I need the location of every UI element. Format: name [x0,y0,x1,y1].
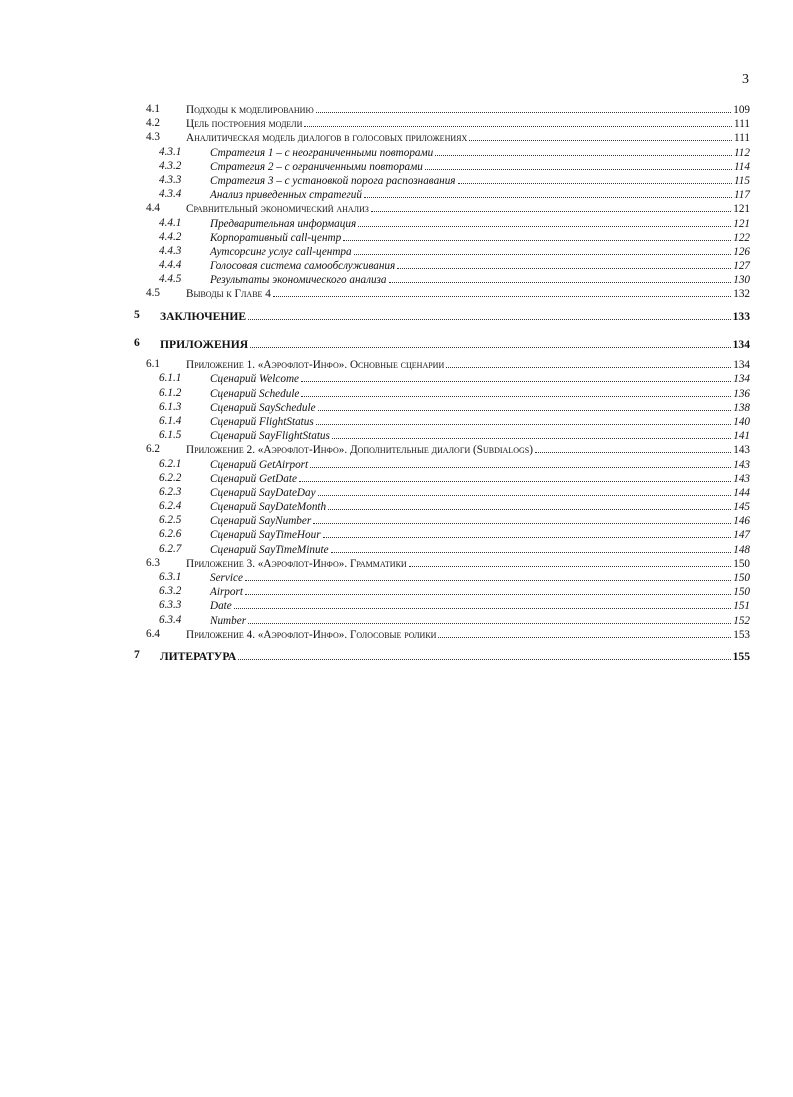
toc-entry[interactable] [0,371,793,385]
toc-entry-number: 4.4.2 [159,230,182,243]
toc-leader-dots [331,542,732,553]
toc-leader-dots [446,357,731,368]
toc-entry[interactable] [0,159,793,173]
toc-entry-page: 109 [733,104,750,116]
toc-entry-line [210,542,750,557]
toc-entry-page: 132 [733,288,750,301]
toc-entry-title: Сравнительный экономический анализ [186,203,369,216]
toc-entry-title: Аутсорсинг услуг call-центра [210,245,352,258]
toc-entry-number: 6.1.3 [159,400,182,413]
toc-entry-page: 126 [733,245,750,258]
toc-entry-title: Airport [210,586,243,599]
toc-leader-dots [318,485,732,496]
toc-entry-page: 130 [733,274,750,287]
toc-entry-page: 153 [733,628,750,641]
toc-leader-dots [323,527,732,538]
toc-entry-line [210,371,750,386]
toc-entry[interactable] [0,230,793,244]
toc-entry-line [210,428,750,443]
toc-entry-page: 134 [733,373,750,386]
toc-entry[interactable] [0,428,793,442]
toc-entry-line [186,130,750,145]
toc-entry-number: 6.2.3 [159,485,182,498]
toc-entry[interactable] [0,357,793,371]
toc-entry-number: 6.1.5 [159,429,182,442]
toc-entry-number: 4.4.4 [159,259,182,272]
toc-entry-title: ЛИТЕРАТУРА [160,643,237,671]
toc-entry-page: 136 [733,387,750,400]
toc-leader-dots [535,442,731,453]
toc-entry-line [210,400,750,415]
toc-entry-title: Цель построения модели [186,118,303,131]
toc-entry-number: 6.3.2 [159,585,182,598]
toc-entry-title: ЗАКЛЮЧЕНИЕ [160,303,247,331]
toc-entry-page: 143 [733,444,750,457]
toc-entry-line [210,485,750,500]
toc-entry-page: 144 [733,486,750,499]
toc-leader-dots [332,428,731,439]
toc-entry-number: 6.2.6 [159,528,182,541]
toc-entry-title: Сценарий SayNumber [210,515,312,528]
toc-entry-line [160,329,750,359]
toc-entry-line [210,272,750,287]
toc-entry-line [210,159,750,174]
toc-entry[interactable] [0,542,793,556]
toc-entry-page: 141 [733,430,750,443]
toc-leader-dots [304,116,732,127]
toc-entry-number: 6.2 [146,443,160,456]
toc-entry-line [186,357,750,372]
toc-entry-page: 127 [733,260,750,273]
toc-entry-title: Сценарий SayTimeHour [210,529,321,542]
toc-leader-dots [371,201,731,212]
toc-entry-line [210,414,750,429]
toc-leader-dots [238,641,730,660]
toc-entry-number: 6.1.4 [159,414,182,427]
toc-entry-title: Service [210,572,243,585]
toc-entry-title: Стратегия 2 – с ограниченными повторами [210,160,423,173]
toc-entry-number: 6 [134,335,140,349]
toc-entry-page: 150 [733,557,750,570]
toc-entry-title: Предварительная информация [210,217,357,230]
toc-entry[interactable] [0,570,793,584]
toc-entry-line [186,286,750,301]
toc-entry-line [210,230,750,245]
toc-entry[interactable] [0,613,793,627]
toc-entry[interactable] [0,244,793,258]
toc-entry-line [210,457,750,472]
toc-entry-title: Сценарий SayDateMonth [210,501,327,514]
toc-leader-dots [234,598,731,609]
toc-leader-dots [435,145,732,156]
toc-entry[interactable] [0,627,793,641]
toc-leader-dots [354,244,732,255]
toc-entry-number: 6.2.4 [159,500,182,513]
toc-entry-number: 6.3.4 [159,613,182,626]
toc-entry-page: 114 [734,160,750,173]
toc-entry[interactable] [0,414,793,428]
toc-entry-title: Стратегия 3 – с установкой порога распознавания [210,174,456,187]
toc-entry-title: Number [210,614,247,627]
toc-entry-title: Выводы к Главе 4 [186,288,271,301]
toc-entry[interactable] [0,442,793,456]
toc-leader-dots [343,230,731,241]
toc-entry-page: 134 [733,359,750,372]
toc-entry-page: 148 [733,543,750,556]
toc-entry-line [186,627,750,642]
toc-entry-page: 117 [734,189,750,202]
toc-entry[interactable] [0,102,793,116]
toc-entry-number: 4.5 [146,287,160,300]
toc-entry-number: 6.2.7 [159,542,182,555]
toc-entry-line [210,598,750,613]
toc-entry-page: 145 [733,501,750,514]
toc-entry[interactable] [0,400,793,414]
toc-entry-number: 4.4.5 [159,273,182,286]
toc-entry-title: Подходы к моделированию [186,104,314,116]
toc-entry-line [186,442,750,457]
toc-entry-line [210,258,750,273]
toc-entry-title: Сценарий SaySchedule [210,401,316,414]
toc-entry-title: Голосовая система самообслуживания [210,260,396,273]
toc-leader-dots [316,414,731,425]
toc-entry[interactable] [0,499,793,513]
toc-entry-line [210,471,750,486]
toc-entry[interactable] [0,598,793,612]
toc-entry-line [210,527,750,542]
toc-entry-line [210,216,750,231]
toc-entry-page: 121 [733,203,750,216]
toc-entry-line [186,102,750,117]
toc-entry-page: 147 [733,529,750,542]
toc-entry-number: 6.1.2 [159,386,182,399]
page-number: 3 [742,72,749,87]
toc-entry-number: 4.3.3 [159,173,182,186]
toc-entry-line [210,386,750,401]
toc-leader-dots [469,130,732,141]
toc-entry-title: Приложение 1. «Аэрофлот-Инфо». Основные сценарии [186,359,445,372]
toc-entry-number: 6.1.1 [159,372,182,385]
toc-entry-page: 151 [733,600,750,613]
toc-entry[interactable] [0,386,793,400]
toc-entry[interactable] [0,584,793,598]
toc-entry[interactable] [0,216,793,230]
toc-leader-dots [438,627,731,638]
toc-entry-page: 115 [734,174,750,187]
toc-leader-dots [316,102,732,113]
toc-entry-number: 5 [134,307,140,321]
toc-leader-dots [364,187,732,198]
toc-entry[interactable] [0,329,793,357]
toc-entry-line [186,556,750,571]
toc-entry-number: 7 [134,647,140,661]
toc-entry-title: Сценарий Schedule [210,387,300,400]
toc-entry-page: 155 [732,643,750,671]
toc-leader-dots [389,272,732,283]
toc-entry-title: Приложение 3. «Аэрофлот-Инфо». Грамматики [186,557,407,570]
toc-entry-title: Сценарий GetDate [210,472,297,485]
toc-entry-title: Сценарий SayTimeMinute [210,543,329,556]
toc-entry-number: 4.4 [146,202,160,215]
toc-entry-title: Анализ приведенных стратегий [210,189,362,202]
toc-leader-dots [301,371,731,382]
toc-entry-page: 150 [733,572,750,585]
toc-entry-title: Сценарий FlightStatus [210,415,314,428]
toc-entry[interactable] [0,173,793,187]
toc-entry-page: 143 [733,458,750,471]
toc-entry-page: 133 [732,303,750,331]
toc-entry[interactable] [0,457,793,471]
toc-entry-title: Результаты экономического анализа [210,274,387,287]
toc-entry-line [186,201,750,216]
toc-entry-number: 4.3.1 [159,145,182,158]
toc-entry-number: 6.2.2 [159,471,182,484]
toc-entry-number: 4.4.3 [159,244,182,257]
toc-entry-number: 6.3.3 [159,599,182,612]
toc-entry-title: Корпоративный call-центр [210,231,342,244]
toc-entry-number: 6.3.1 [159,571,182,584]
toc-entry-page: 146 [733,515,750,528]
toc-entry-page: 121 [733,217,750,230]
toc-entry-number: 4.3.4 [159,188,182,201]
toc-leader-dots [301,386,731,397]
toc-entry[interactable] [0,258,793,272]
toc-entry-number: 4.4.1 [159,216,182,229]
toc-entry-page: 112 [734,146,750,159]
toc-entry[interactable] [0,301,793,329]
toc-leader-dots [248,301,730,320]
toc-entry-line [186,116,750,131]
toc-entry-page: 143 [733,472,750,485]
toc-entry-line [160,301,750,331]
toc-entry-title: Сценарий Welcome [210,373,299,386]
toc-entry-number: 4.2 [146,117,160,130]
toc-entry-line [160,641,750,671]
toc-entry-page: 150 [733,586,750,599]
toc-entry-line [210,570,750,585]
toc-entry-line [210,173,750,188]
toc-leader-dots [358,216,731,227]
toc-entry[interactable] [0,513,793,527]
toc-leader-dots [248,613,731,624]
toc-entry-page: 122 [733,231,750,244]
toc-entry-number: 6.2.1 [159,457,182,470]
toc-entry[interactable] [0,527,793,541]
toc-leader-dots [397,258,731,269]
toc-leader-dots [250,329,731,348]
toc-leader-dots [273,286,731,297]
toc-entry-title: Приложение 4. «Аэрофлот-Инфо». Голосовые ролики [186,628,437,641]
toc-entry-title: Стратегия 1 – с неограниченными повторами [210,146,434,159]
toc-entry-page: 111 [734,118,750,131]
toc-entry[interactable] [0,641,793,669]
toc-entry-title: Сценарий SayDateDay [210,486,316,499]
toc-entry-line [210,145,750,160]
toc-entry[interactable] [0,471,793,485]
toc-leader-dots [310,457,731,468]
toc-entry[interactable] [0,187,793,201]
toc-entry[interactable] [0,286,793,300]
toc-entry-line [210,613,750,628]
toc-entry[interactable] [0,130,793,144]
toc-entry-title: Сценарий SayFlightStatus [210,430,330,443]
toc-entry-number: 4.3 [146,131,160,144]
toc-entry[interactable] [0,116,793,130]
toc-leader-dots [328,499,731,510]
toc-entry[interactable] [0,201,793,215]
toc-leader-dots [299,471,731,482]
toc-entry-page: 152 [733,614,750,627]
toc-entry-page: 138 [733,401,750,414]
toc-entry[interactable] [0,272,793,286]
toc-entry-line [210,584,750,599]
toc-entry-page: 134 [732,331,750,359]
toc-entry-title: Приложение 2. «Аэрофлот-Инфо». Дополнительные диалоги (Subdialogs) [186,444,533,457]
toc-entry-title: ПРИЛОЖЕНИЯ [160,331,249,359]
toc-entry-number: 4.1 [146,103,160,115]
toc-entry-title: Date [210,600,232,613]
toc-entry-number: 6.2.5 [159,514,182,527]
toc-entry-number: 6.1 [146,358,160,371]
toc-entry[interactable] [0,145,793,159]
toc-leader-dots [318,400,732,411]
toc-entry[interactable] [0,556,793,570]
toc-leader-dots [425,159,732,170]
toc-entry-line [210,513,750,528]
table-of-contents [0,102,793,669]
toc-entry-title: Сценарий GetAirport [210,458,309,471]
toc-leader-dots [245,584,731,595]
toc-entry-line [210,187,750,202]
toc-leader-dots [458,173,733,184]
toc-entry[interactable] [0,485,793,499]
toc-leader-dots [245,570,731,581]
toc-entry-page: 140 [733,415,750,428]
toc-leader-dots [409,556,732,567]
toc-entry-number: 6.4 [146,627,160,640]
toc-entry-line [210,244,750,259]
toc-entry-number: 6.3 [146,556,160,569]
toc-entry-number: 4.3.2 [159,159,182,172]
toc-entry-title: Аналитическая модель диалогов в голосовых приложениях [186,132,468,145]
toc-entry-page: 111 [734,132,750,145]
toc-leader-dots [313,513,731,524]
toc-entry-line [210,499,750,514]
